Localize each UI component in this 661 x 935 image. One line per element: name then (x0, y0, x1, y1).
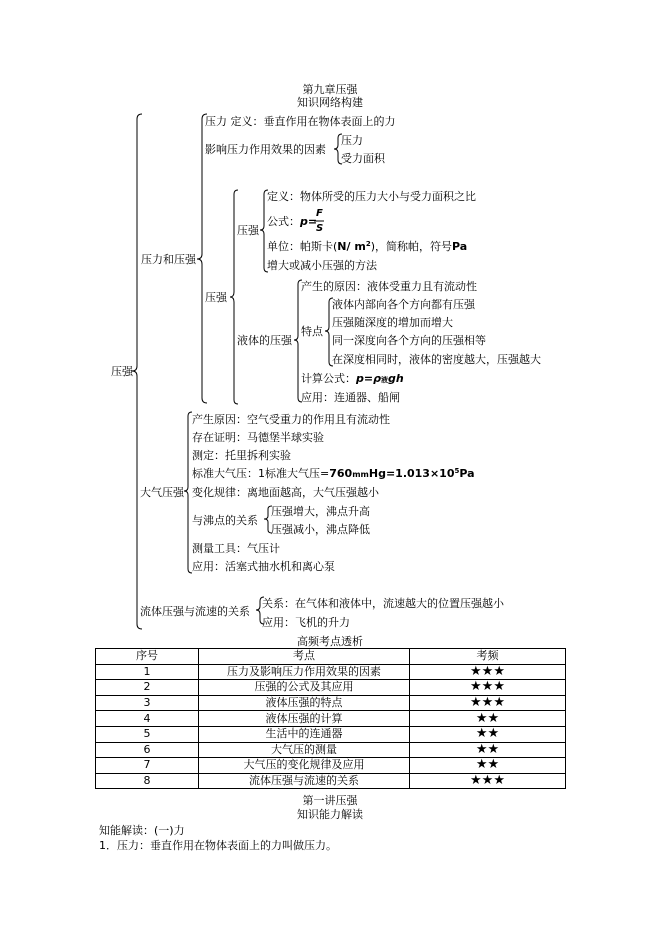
formula-denominator: S (316, 223, 324, 234)
formula-numerator: F (316, 208, 323, 219)
cell-index: 4 (96, 711, 199, 727)
cell-frequency: ★★ (410, 726, 566, 742)
liquid-formula-sub: 液 (380, 376, 388, 384)
cell-topic: 大气压的变化规律及应用 (199, 758, 410, 774)
lesson-intro: 知能解读：(一)力 (99, 824, 185, 837)
atmosphere-item: 产生原因：空气受重力的作用且有流动性 (192, 413, 390, 426)
lesson-title: 第一讲压强 (302, 794, 358, 807)
node-atmosphere: 大气压强 (140, 486, 184, 499)
cell-index: 5 (96, 726, 199, 742)
atmosphere-measure-tool: 测量工具：气压计 (192, 542, 280, 555)
standard-mm: mm (352, 470, 369, 479)
table-row (96, 680, 566, 696)
unit-sup: 2 (365, 240, 371, 248)
cell-index: 1 (96, 664, 199, 680)
cell-frequency: ★★ (410, 758, 566, 774)
factor-item: 受力面积 (341, 152, 385, 165)
cell-index: 8 (96, 773, 199, 789)
standard-prefix: 标准大气压：1标准大气压= (192, 467, 330, 480)
cell-frequency: ★★★ (410, 664, 566, 680)
node-factors: 影响压力作用效果的因素 (205, 143, 326, 156)
cell-topic: 压强的公式及其应用 (199, 680, 410, 696)
cell-index: 6 (96, 742, 199, 758)
liquid-feature: 同一深度向各个方向的压强相等 (332, 334, 486, 347)
boiling-label: 与沸点的关系 (192, 514, 258, 527)
root-bracket (132, 114, 142, 629)
cell-topic: 压力及影响压力作用效果的因素 (199, 664, 410, 680)
cell-frequency: ★★ (410, 742, 566, 758)
table-row (96, 695, 566, 711)
standard-hg: Hg (368, 467, 386, 480)
cell-frequency: ★★★ (410, 680, 566, 696)
atmosphere-standard (192, 467, 475, 481)
liquid-feature: 在深度相同时，液体的密度越大，压强越大 (332, 353, 541, 366)
lesson-subtitle: 知识能力解读 (297, 808, 363, 821)
cell-topic: 大气压的测量 (199, 742, 410, 758)
table-row (96, 726, 566, 742)
standard-760: 760 (329, 467, 353, 480)
atmosphere-bracket (184, 412, 192, 573)
boiling-item: 压强增大，沸点升高 (271, 505, 370, 518)
table-row (96, 711, 566, 727)
node-pressure-and-intensity: 压力和压强 (141, 253, 196, 266)
node-force-definition: 压力 定义：垂直作用在物体表面上的力 (205, 115, 396, 128)
lesson-item-1: 1．压力：垂直作用在物体表面上的力叫做压力。 (99, 839, 337, 852)
cell-topic: 流体压强与流速的关系 (199, 773, 410, 789)
factor-item: 压力 (341, 134, 363, 147)
table-row (96, 742, 566, 758)
liquid-formula-prefix: 计算公式： (301, 372, 356, 385)
liquid-formula-tail: gh (387, 372, 404, 385)
atmosphere-item: 测定：托里拆利实验 (192, 449, 291, 462)
node-pressure: 压强 (205, 291, 227, 304)
table-row (96, 758, 566, 774)
tree-root: 压强 (111, 365, 133, 378)
atmosphere-change-rule: 变化规律：离地面越高，大气压强越小 (192, 486, 379, 499)
pressure-bracket (197, 114, 207, 403)
cell-frequency: ★★ (410, 711, 566, 727)
unit-bold: N/ m (337, 240, 366, 253)
fluid-item: 应用：飞机的升力 (262, 616, 350, 629)
liquid-application: 应用：连通器、船闸 (301, 391, 400, 404)
standard-sup: 5 (454, 467, 460, 475)
section-title: 知识网络构建 (297, 96, 363, 109)
cell-index: 2 (96, 680, 199, 696)
header-cell: 考点 (199, 649, 410, 665)
cell-topic: 液体压强的特点 (199, 695, 410, 711)
cell-index: 7 (96, 758, 199, 774)
header-cell: 序号 (96, 649, 199, 665)
table-row (96, 664, 566, 680)
header-cell: 考频 (410, 649, 566, 665)
liquid-feature: 压强随深度的增加而增大 (332, 316, 453, 329)
node-fluid: 流体压强与流速的关系 (140, 605, 250, 618)
atmosphere-item: 存在证明：马德堡半球实验 (192, 431, 324, 444)
cell-frequency: ★★★ (410, 773, 566, 789)
atmosphere-application: 应用：活塞式抽水机和离心泵 (192, 560, 335, 573)
unit-mid: )，简称帕，符号 (370, 240, 452, 253)
solid-formula (267, 215, 317, 228)
formula-prefix: 公式： (267, 215, 300, 228)
table-row (96, 773, 566, 789)
solid-unit (267, 240, 467, 253)
standard-pa: Pa (459, 467, 475, 480)
solid-change: 增大或减小压强的方法 (267, 259, 377, 272)
cell-topic: 液体压强的计算 (199, 711, 410, 727)
formula-lhs: p= (300, 215, 318, 228)
stats-table (95, 648, 566, 789)
liquid-features-label: 特点 (301, 325, 323, 338)
liquid-cause: 产生的原因：液体受重力且有流动性 (301, 280, 477, 293)
liquid-feature: 液体内部向各个方向都有压强 (332, 298, 475, 311)
cell-frequency: ★★★ (410, 695, 566, 711)
stats-caption: 高频考点透析 (297, 635, 363, 648)
liquid-formula-main: p=ρ (356, 372, 381, 385)
unit-prefix: 单位：帕斯卡( (267, 240, 338, 253)
table-header-row (96, 649, 566, 665)
chapter-title: 第九章压强 (302, 83, 358, 96)
solid-definition: 定义：物体所受的压力大小与受力面积之比 (267, 190, 476, 203)
node-liquid-pressure: 液体的压强 (237, 334, 292, 347)
cell-index: 3 (96, 695, 199, 711)
fluid-item: 关系：在气体和液体中，流速越大的位置压强越小 (262, 597, 504, 610)
liquid-formula (301, 372, 404, 385)
cell-topic: 生活中的连通器 (199, 726, 410, 742)
boiling-item: 压强减小，沸点降低 (271, 523, 370, 536)
standard-eq: =1.013×10 (385, 467, 455, 480)
node-solid-pressure: 压强 (237, 224, 259, 237)
pressure-sub-bracket (230, 190, 238, 404)
unit-symbol: Pa (451, 240, 468, 253)
